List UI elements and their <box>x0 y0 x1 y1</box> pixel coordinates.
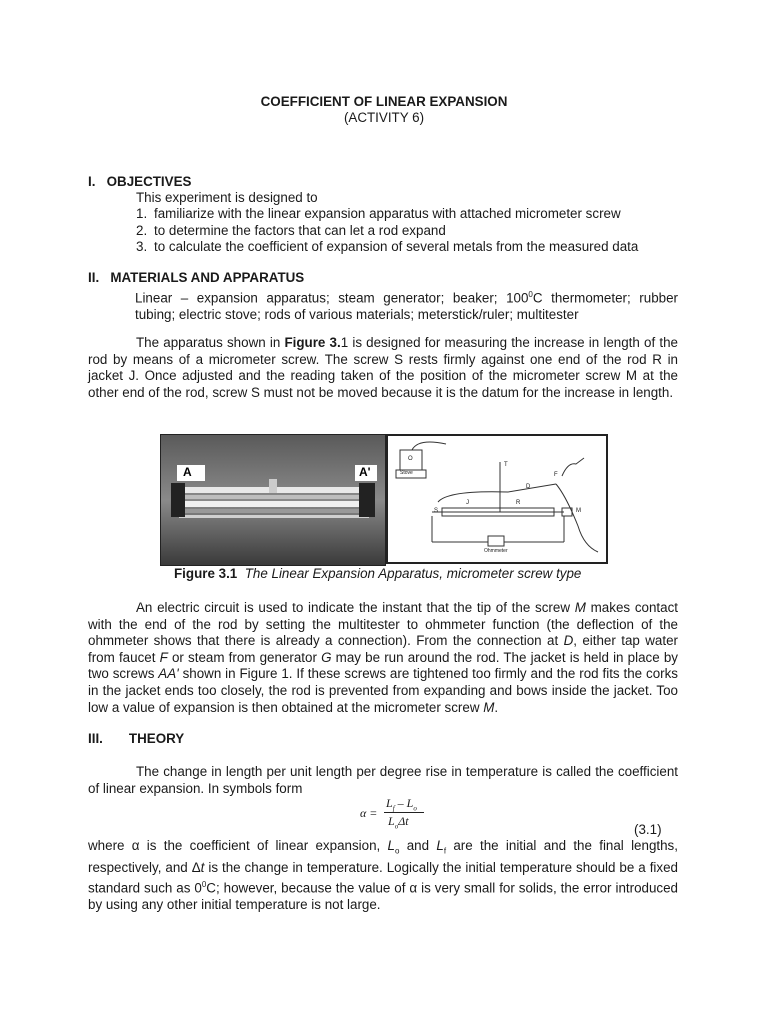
apparatus-paragraph: The apparatus shown in Figure 3.1 is designed for measuring the increase in length of the rod by means of a micrometer screw. The screw S rests firmly against one end of the rod R in jacket J. Once adjusted and the reading taken of the position of the micrometer screw M at the other end of the rod, screw S must not be moved because it is the datum for the increase in length. <box>88 335 678 400</box>
diagram-label-m: M <box>576 508 581 514</box>
apparatus-diagram <box>386 434 608 564</box>
theory-heading: III. THEORY <box>88 731 185 746</box>
diagram-label-d: D <box>526 484 531 490</box>
circuit-paragraph: An electric circuit is used to indicate the instant that the tip of the screw M makes contact with the end of the rod by setting the multitester to ohmmeter function (the deflection of the ohmmeter shows that there is already a connection). From the connection at D, either tap water from faucet F or steam from generator G may be run around the rod. The jacket is held in place by two screws AA' shown in Figure 1. If these screws are tightened too firmly and the rod fits the corks in the jacket ends too closely, the rod is prevented from expanding and bows inside the jacket. Too low a value of expansion is then obtained at the micrometer screw M. <box>88 600 678 715</box>
list-item: 2. to determine the factors that can let a rod expand <box>136 222 446 238</box>
diagram-label-r: R <box>516 500 521 506</box>
formula-numerator: $L_f - L_o$ <box>386 796 417 813</box>
diagram-label-ohmmeter: Ohmmeter <box>484 548 508 554</box>
photo-label-a: A <box>183 465 192 479</box>
apparatus-diagram-drawing <box>388 436 606 562</box>
diagram-label-s: S <box>434 508 439 514</box>
page-subtitle: (ACTIVITY 6) <box>343 110 425 125</box>
diagram-label-f: F <box>554 472 558 478</box>
formula-alpha: α = <box>360 806 378 820</box>
formula-denominator: $L_o\Delta t$ <box>388 814 409 831</box>
equation-number: (3.1) <box>634 822 662 837</box>
figure-caption: Figure 3.1 The Linear Expansion Apparatus, micrometer screw type <box>174 566 582 581</box>
apparatus-photo <box>160 434 386 566</box>
page-title: COEFFICIENT OF LINEAR EXPANSION <box>260 94 508 109</box>
theory-explanation: where α is the coefficient of linear expansion, $L_o$ and $L_f$ are the initial and the final lengths, respectively, and Δt is the change in temperature. Logically the initial temperature should be a fixed standard such as $0^0C$; however, because the value of α is very small for solids, the error introduced by using any other initial temperature is not large. <box>88 838 678 912</box>
objectives-list <box>136 206 681 256</box>
diagram-label-stove: Stove <box>400 470 413 476</box>
diagram-label-t: T <box>504 462 508 468</box>
photo-label-a-prime: A' <box>359 465 371 479</box>
objectives-intro: This experiment is designed to <box>136 190 318 205</box>
objectives-heading: I. OBJECTIVES <box>88 174 192 189</box>
materials-heading: II. MATERIALS AND APPARATUS <box>88 270 305 285</box>
materials-text: Linear – expansion apparatus; steam generator; beaker; $100^0C$ thermometer; rubber tubing; electric stove; rods of various materials; meterstick/ruler; multitester <box>135 290 678 323</box>
formula-fraction-bar <box>384 812 424 813</box>
diagram-label-o: O <box>408 456 413 462</box>
diagram-label-j: J <box>466 500 469 506</box>
list-item: 3. to calculate the coefficient of expansion of several metals from the measured data <box>136 239 639 255</box>
list-item: 1. familiarize with the linear expansion apparatus with attached micrometer screw <box>136 206 621 221</box>
apparatus-photo-drawing <box>161 435 385 565</box>
theory-intro: The change in length per unit length per degree rise in temperature is called the coefficient of linear expansion. In symbols form <box>88 764 678 796</box>
